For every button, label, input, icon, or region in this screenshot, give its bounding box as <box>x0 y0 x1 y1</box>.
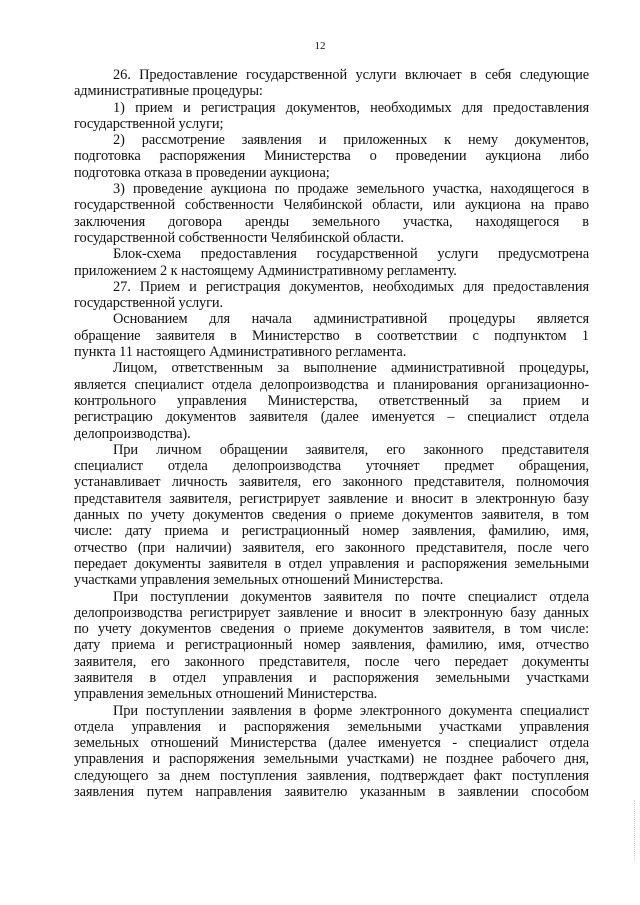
paragraph <box>74 360 589 441</box>
text-line: земельных отношений Министерства (далее именуется - специалист отдела <box>74 735 589 752</box>
text-line: участками управления земельных отношений Министерства. <box>74 572 444 589</box>
text-line: подготовка распоряжения Министерства о проведении аукциона либо <box>74 148 589 165</box>
text-line: контрольного управления Министерства, ответственный за прием и <box>74 392 589 409</box>
text-line: При личном обращении заявителя, его законного представителя <box>113 441 589 458</box>
text-line: 1) прием и регистрация документов, необходимых для предоставления <box>113 99 589 116</box>
text-line: числе: дату приема и регистрационный номер заявления, фамилию, имя, <box>74 523 589 540</box>
text-line: заключения договора аренды земельного участка, находящегося в <box>74 213 589 230</box>
text-line: 27. Прием и регистрация документов, необходимых для предоставления <box>113 278 589 295</box>
text-line: 2) рассмотрение заявления и приложенных к нему документов, <box>113 132 589 149</box>
text-line: 26. Предоставление государственной услуги включает в себя следующие <box>113 67 589 83</box>
text-line: государственной собственности Челябинской области, или аукциона на право <box>74 197 589 214</box>
text-line: При поступлении заявления в форме электронного документа специалист <box>113 702 589 719</box>
document-body <box>74 67 589 800</box>
paragraph <box>74 311 589 360</box>
paragraph <box>74 589 589 703</box>
paragraph <box>74 67 589 100</box>
text-line: управления и распоряжения земельными участками) не позднее рабочего дня, <box>74 751 589 768</box>
text-line: данных по учету документов сведения о приеме документов заявителя, в том <box>74 507 589 524</box>
text-line: административные процедуры: <box>74 83 263 100</box>
text-line: государственной услуги; <box>74 115 224 132</box>
page-number: 12 <box>314 40 326 52</box>
text-line: по учету документов сведения о приеме документов заявителя, в том числе: <box>74 621 589 638</box>
paragraph <box>74 442 589 589</box>
text-line: отчество (при наличии) заявителя, его законного представителя, после чего <box>74 539 589 556</box>
text-line: передает документы заявителя в отдел управления и распоряжения земельными <box>74 555 589 572</box>
paragraph <box>74 181 589 246</box>
paragraph <box>74 279 589 312</box>
text-line: является специалист отдела делопроизводства и планирования организационно- <box>74 376 589 393</box>
text-line: делопроизводства регистрирует заявление и вносит в электронную базу данных <box>74 604 589 621</box>
scan-margin-mark <box>632 800 635 860</box>
text-line: устанавливает личность заявителя, его законного представителя, полномочия <box>74 474 589 491</box>
text-line: подготовка отказа в проведении аукциона; <box>74 164 330 181</box>
text-line: управления земельных отношений Министерства. <box>74 686 378 703</box>
paragraph <box>74 246 589 279</box>
text-line: регистрацию документов заявителя (далее именуется – специалист отдела <box>74 409 589 426</box>
text-line: пункта 11 настоящего Административного регламента. <box>74 344 407 361</box>
text-line: заявителя, его законного представителя, после чего передает документы <box>74 653 589 670</box>
text-line: заявления путем направления заявителю указанным в заявлении способом <box>74 784 589 801</box>
text-line: Основанием для начала административной процедуры является <box>113 311 589 328</box>
text-line: При поступлении документов заявителя по почте специалист отдела <box>113 588 589 605</box>
paragraph <box>74 703 589 801</box>
text-line: дату приема и регистрационный номер заявления, фамилию, имя, отчество <box>74 637 589 654</box>
text-line: приложением 2 к настоящему Административному регламенту. <box>74 262 457 279</box>
text-line: обращение заявителя в Министерство в соответствии с подпунктом 1 <box>74 327 589 344</box>
paragraph <box>74 132 589 181</box>
text-line: представителя заявителя, регистрирует заявление и вносит в электронную базу <box>74 490 589 507</box>
text-line: Блок-схема предоставления государственной услуги предусмотрена <box>113 246 589 263</box>
paragraph <box>74 100 589 133</box>
text-line: государственной услуги. <box>74 295 224 312</box>
text-line: специалист отдела делопроизводства уточняет предмет обращения, <box>74 458 589 475</box>
text-line: 3) проведение аукциона по продаже земельного участка, находящегося в <box>113 181 589 198</box>
text-line: делопроизводства). <box>74 425 191 442</box>
text-line: следующего за днем поступления заявления, подтверждает факт поступления <box>74 767 589 784</box>
text-line: отдела управления и распоряжения земельными участками управления <box>74 718 589 735</box>
text-line: государственной собственности Челябинской области. <box>74 229 404 246</box>
text-line: Лицом, ответственным за выполнение административной процедуры, <box>113 360 589 377</box>
text-line: заявителя в отдел управления и распоряжения земельными участками <box>74 669 589 686</box>
